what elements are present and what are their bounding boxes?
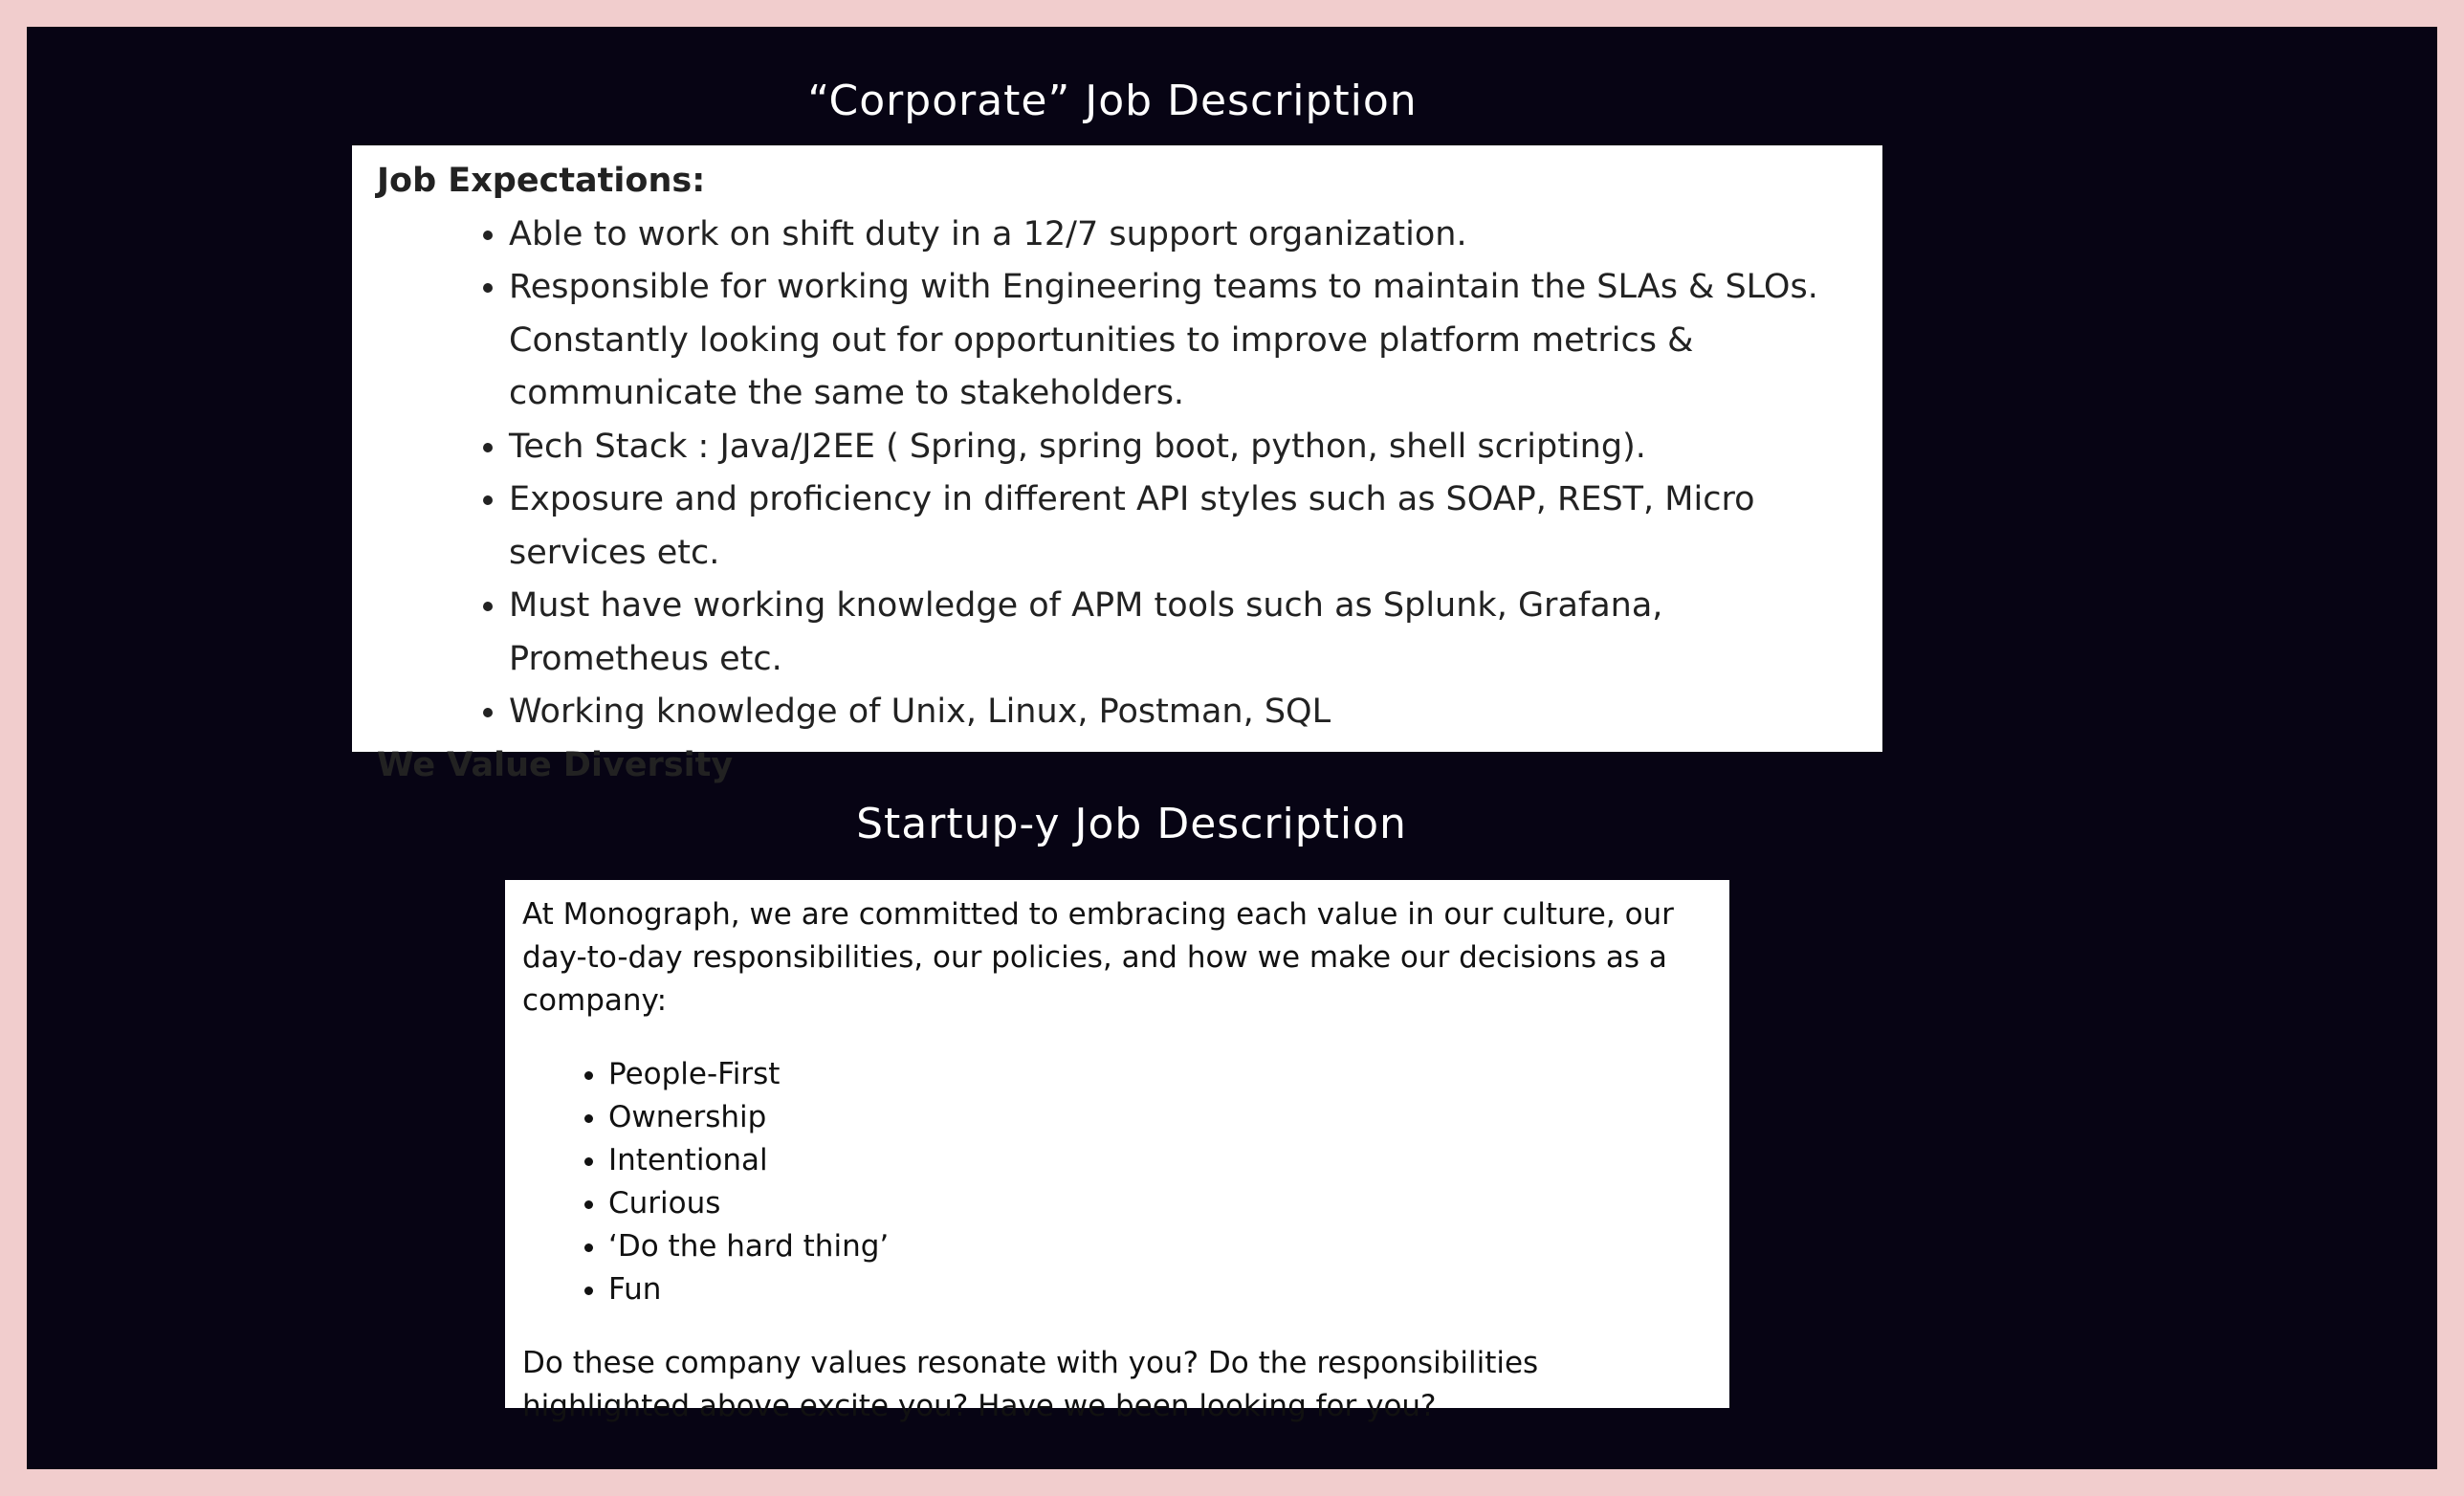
startup-outro: Do these company values resonate with you? Do the responsibilities highlighted above excite you? Have we been looking for you? xyxy=(522,1346,1539,1423)
startup-title: Startup-y Job Description xyxy=(856,800,1407,848)
list-item: • Fun xyxy=(608,1268,1712,1311)
startup-intro: At Monograph, we are committed to embracing each value in our culture, our day-to-day responsibilities, our policies, and how we make our decisions as a company: xyxy=(522,897,1674,1018)
list-item: • Able to work on shift duty in a 12/7 support organization. xyxy=(509,209,1873,262)
cut-off-heading: We Value Diversity xyxy=(377,745,734,784)
job-expectations-heading: Job Expectations: xyxy=(377,162,706,200)
job-expectations-list xyxy=(377,209,1873,739)
list-item: • Working knowledge of Unix, Linux, Postman, SQL xyxy=(509,686,1873,739)
list-item: • Tech Stack : Java/J2EE ( Spring, spring boot, python, shell scripting). xyxy=(509,421,1873,474)
list-item: • Responsible for working with Engineering teams to maintain the SLAs & SLOs. Constantly looking out for opportunities to improve platform metrics & communicate the same to stakeholders. xyxy=(509,261,1873,421)
slide xyxy=(27,27,2437,1469)
list-item: • Intentional xyxy=(608,1139,1712,1182)
company-values-list xyxy=(522,1053,1712,1311)
corporate-job-description-screenshot xyxy=(352,145,1882,784)
startup-content xyxy=(522,893,1712,1428)
startup-job-description-screenshot xyxy=(505,880,1729,1423)
list-item: • People-First xyxy=(608,1053,1712,1096)
list-item: • ‘Do the hard thing’ xyxy=(608,1225,1712,1268)
corporate-title: “Corporate” Job Description xyxy=(807,77,1418,125)
list-item: • Exposure and proficiency in different API styles such as SOAP, REST, Micro services etc. xyxy=(509,473,1873,580)
corporate-content xyxy=(377,155,1873,792)
list-item: • Ownership xyxy=(608,1096,1712,1139)
list-item: • Curious xyxy=(608,1182,1712,1225)
list-item: • Must have working knowledge of APM tools such as Splunk, Grafana, Prometheus etc. xyxy=(509,580,1873,686)
